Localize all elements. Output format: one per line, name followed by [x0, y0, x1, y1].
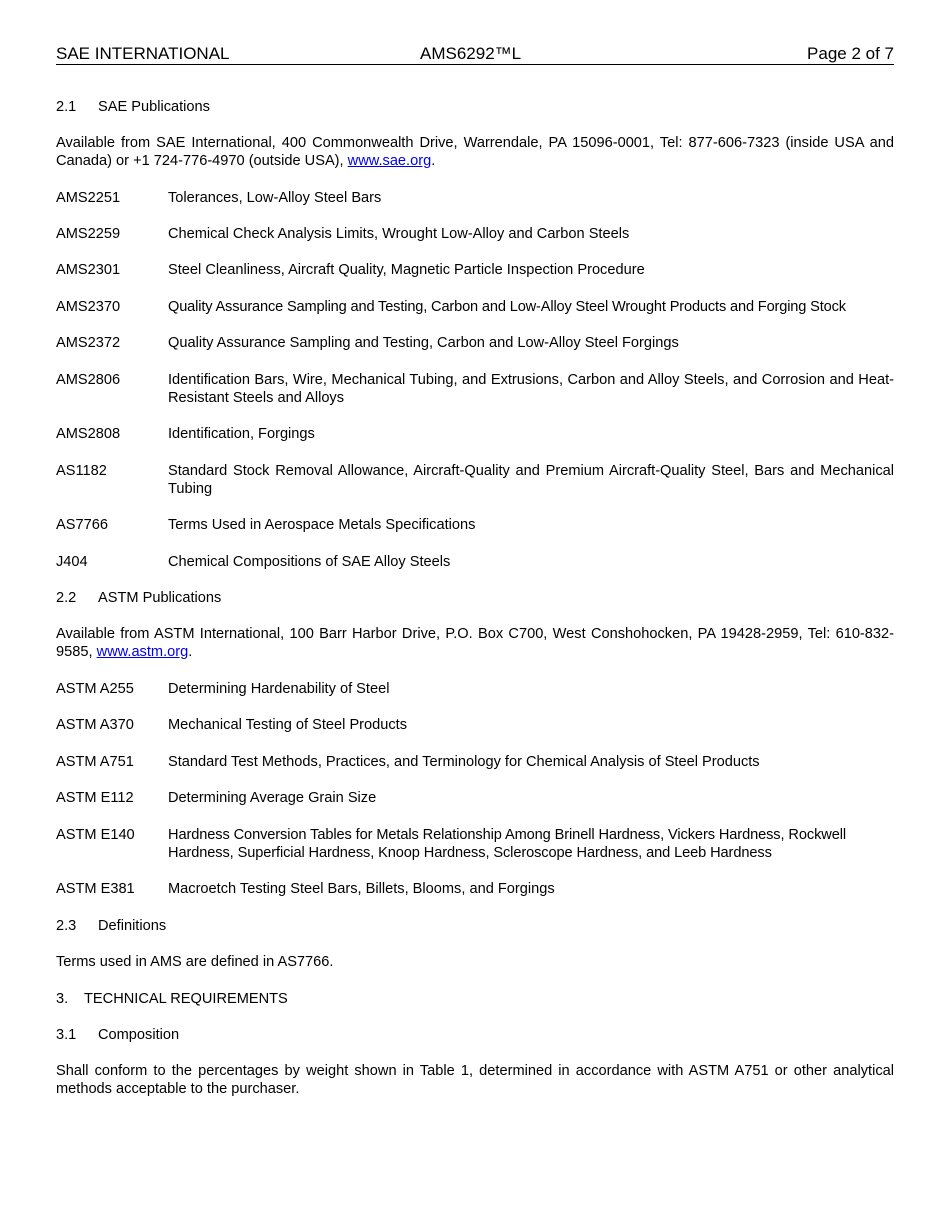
section-title: ASTM Publications [98, 590, 222, 606]
reference-code: AMS2372 [56, 335, 121, 351]
availability-text: Available from SAE International, 400 Commonwealth Drive, Warrendale, PA 15096-0001, Tel: 877-606-7323 (inside USA and Canada) or +1 724-776-4970 (outside USA), [56, 135, 894, 169]
reference-code: AMS2259 [56, 226, 121, 242]
section-title: Composition [98, 1027, 180, 1043]
reference-title: Chemical Compositions of SAE Alloy Steels [168, 554, 451, 570]
section-3-1-heading [56, 1026, 894, 1044]
sae-availability-paragraph [56, 134, 894, 170]
reference-item [56, 789, 894, 807]
reference-item [56, 189, 894, 207]
reference-code: AMS2806 [56, 372, 121, 388]
period: . [431, 153, 436, 169]
section-title: Definitions [98, 918, 167, 934]
definitions-paragraph: Terms used in AMS are defined in AS7766. [56, 954, 334, 970]
period: . [188, 644, 193, 660]
reference-title: Identification, Forgings [168, 426, 315, 442]
reference-code: ASTM E140 [56, 827, 135, 843]
reference-code: ASTM E381 [56, 881, 135, 897]
reference-code: AMS2370 [56, 299, 121, 315]
section-number: 2.1 [56, 99, 77, 115]
header-page-number: Page 2 of 7 [807, 44, 894, 63]
section-2-3-heading [56, 917, 894, 935]
astm-link[interactable]: www.astm.org [96, 644, 189, 660]
reference-title: Standard Test Methods, Practices, and Terminology for Chemical Analysis of Steel Products [168, 754, 760, 770]
reference-item [56, 425, 894, 443]
reference-title: Identification Bars, Wire, Mechanical Tubing, and Extrusions, Carbon and Alloy Steels, and Corrosion and Heat-Resistant Steels and Alloys [168, 372, 894, 406]
reference-code: ASTM A751 [56, 754, 134, 770]
reference-code: AMS2808 [56, 426, 121, 442]
composition-paragraph: Shall conform to the percentages by weight shown in Table 1, determined in accordance with ASTM A751 or other analytical methods acceptable to the purchaser. [56, 1063, 894, 1097]
reference-code: J404 [56, 554, 88, 570]
reference-item [56, 334, 894, 352]
section-number: 2.2 [56, 590, 77, 606]
reference-code: ASTM A370 [56, 717, 134, 733]
section-number: 3. [56, 991, 69, 1007]
reference-title: Hardness Conversion Tables for Metals Relationship Among Brinell Hardness, Vickers Hardness, Rockwell Hardness, Superficial Hardness, Knoop Hardness, Scleroscope Hardness, and Leeb Hardness [168, 827, 847, 861]
astm-availability-paragraph [56, 625, 894, 661]
reference-code: AMS2301 [56, 262, 121, 278]
reference-item [56, 225, 894, 243]
section-number: 3.1 [56, 1027, 77, 1043]
reference-item [56, 553, 894, 571]
reference-item [56, 516, 894, 534]
reference-code: AS1182 [56, 463, 107, 479]
reference-title: Terms Used in Aerospace Metals Specifications [168, 517, 476, 533]
reference-item [56, 298, 894, 316]
document-body [56, 98, 894, 1098]
reference-title: Quality Assurance Sampling and Testing, Carbon and Low-Alloy Steel Forgings [168, 335, 679, 351]
header-doc-number: AMS6292™L [420, 44, 522, 63]
reference-title: Standard Stock Removal Allowance, Aircraft-Quality and Premium Aircraft-Quality Steel, Bars and Mechanical Tubing [168, 463, 894, 497]
reference-item [56, 716, 894, 734]
reference-item [56, 753, 894, 771]
reference-code: AS7766 [56, 517, 108, 533]
reference-title: Macroetch Testing Steel Bars, Billets, Blooms, and Forgings [168, 881, 555, 897]
sae-link[interactable]: www.sae.org [347, 153, 432, 169]
section-title: TECHNICAL REQUIREMENTS [84, 991, 288, 1007]
availability-text: Available from ASTM International, 100 Barr Harbor Drive, P.O. Box C700, West Conshohocken, PA 19428-2959, Tel: 610-832-9585, [56, 626, 894, 660]
reference-title: Determining Hardenability of Steel [168, 681, 390, 697]
reference-title: Tolerances, Low-Alloy Steel Bars [168, 190, 382, 206]
reference-title: Steel Cleanliness, Aircraft Quality, Magnetic Particle Inspection Procedure [168, 262, 645, 278]
reference-code: AMS2251 [56, 190, 121, 206]
reference-code: ASTM E112 [56, 790, 134, 806]
reference-title: Mechanical Testing of Steel Products [168, 717, 408, 733]
reference-item [56, 680, 894, 698]
section-3-heading [56, 990, 894, 1008]
reference-item [56, 462, 894, 498]
reference-item [56, 371, 894, 407]
page-header [56, 44, 894, 65]
reference-title: Chemical Check Analysis Limits, Wrought Low-Alloy and Carbon Steels [168, 226, 630, 242]
section-2-1-heading [56, 98, 894, 116]
section-2-2-heading [56, 589, 894, 607]
header-org: SAE INTERNATIONAL [56, 44, 230, 63]
reference-item [56, 880, 894, 898]
section-title: SAE Publications [98, 99, 210, 115]
reference-item [56, 261, 894, 279]
reference-code: ASTM A255 [56, 681, 134, 697]
reference-item [56, 826, 894, 862]
section-number: 2.3 [56, 918, 77, 934]
reference-title: Determining Average Grain Size [168, 790, 377, 806]
reference-title: Quality Assurance Sampling and Testing, Carbon and Low-Alloy Steel Wrought Products and Forging Stock [168, 299, 846, 315]
